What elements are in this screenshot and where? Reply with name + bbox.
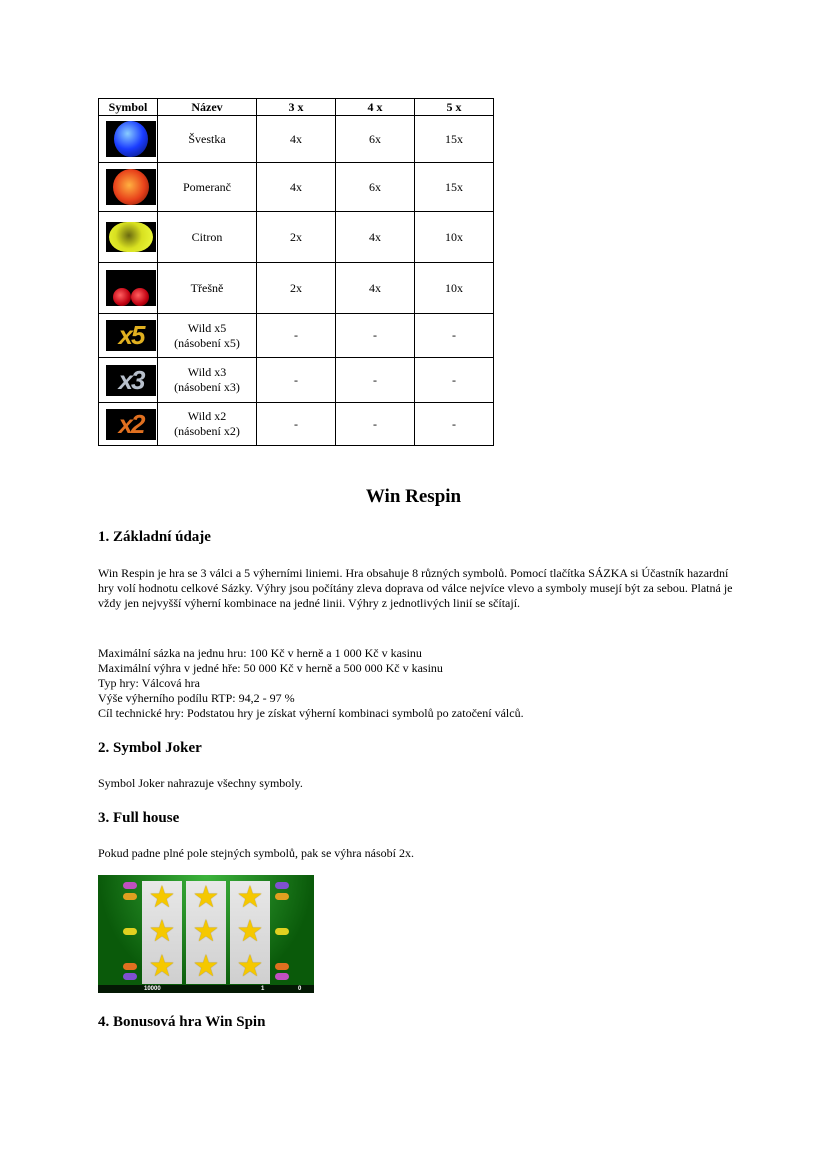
- game-facts: [98, 646, 733, 721]
- symbol-name: Pomeranč: [158, 163, 257, 212]
- symbol-cell: [99, 263, 158, 314]
- payout-4x: -: [336, 358, 415, 403]
- cherry-icon: [106, 270, 156, 306]
- header-5x: 5 x: [415, 99, 494, 116]
- section-heading: 4. Bonusová hra Win Spin: [98, 1014, 266, 1030]
- wild-x3-icon: x3: [118, 364, 144, 395]
- paytable: [98, 98, 494, 446]
- reel: [142, 881, 182, 984]
- payout-5x: 10x: [415, 212, 494, 263]
- section-heading: 3. Full house: [98, 810, 180, 826]
- table-row: [99, 163, 494, 212]
- section-paragraph: Pokud padne plné pole stejných symbolů, pak se výhra násobí 2x.: [98, 846, 414, 860]
- orange-icon: [113, 169, 149, 205]
- name-line: Wild x2: [187, 409, 227, 423]
- symbol-name: [158, 403, 257, 446]
- payout-3x: 2x: [257, 263, 336, 314]
- payout-5x: -: [415, 358, 494, 403]
- payout-3x: -: [257, 403, 336, 446]
- section-heading: 2. Symbol Joker: [98, 740, 202, 756]
- game-status-bar: [98, 985, 314, 993]
- star-icon: ★: [236, 881, 264, 915]
- payout-5x: 15x: [415, 163, 494, 212]
- bet-value: 1: [261, 986, 265, 992]
- symbol-cell: [99, 314, 158, 358]
- document-title: Win Respin: [365, 486, 462, 507]
- symbol-cell: [99, 212, 158, 263]
- payout-4x: 6x: [336, 116, 415, 163]
- symbol-cell: [99, 163, 158, 212]
- symbol-name: [158, 314, 257, 358]
- star-icon: ★: [148, 949, 176, 983]
- wild-x5-icon: x5: [118, 320, 144, 350]
- symbol-name: Švestka: [158, 116, 257, 163]
- table-row: [99, 212, 494, 263]
- payout-3x: -: [257, 314, 336, 358]
- symbol-name: Citron: [158, 212, 257, 263]
- reel: [186, 881, 226, 984]
- star-icon: ★: [148, 881, 176, 915]
- paytable-header: [99, 99, 494, 116]
- symbol-name: Třešně: [158, 263, 257, 314]
- star-icon: ★: [148, 915, 176, 949]
- name-line: Wild x3: [187, 365, 227, 379]
- section-paragraph: Symbol Joker nahrazuje všechny symboly.: [98, 776, 303, 790]
- fact-line: Výše výherního podílu RTP: 94,2 - 97 %: [98, 691, 295, 705]
- payout-5x: 15x: [415, 116, 494, 163]
- star-icon: ★: [192, 915, 220, 949]
- payout-4x: -: [336, 403, 415, 446]
- table-row: [99, 358, 494, 403]
- table-row: [99, 314, 494, 358]
- table-row: [99, 403, 494, 446]
- header-name: Název: [158, 99, 257, 116]
- section-paragraph: Win Respin je hra se 3 válci a 5 výherními liniemi. Hra obsahuje 8 různých symbolů. Pomocí tlačítka SÁZKA si Účastník hazardní hry volí hodnotu celkové Sázky. Výhry jsou počítány zleva doprava od válce nejvíce vlevo a symboly musejí být za sebou. Platná je vždy jen nejvyšší výherní kombinace na jedné linii. Výhry z jednotlivých linií se sčítají.: [98, 566, 733, 610]
- win-value: 0: [298, 986, 302, 992]
- credit-value: 10000: [144, 986, 161, 992]
- payout-5x: -: [415, 403, 494, 446]
- section-heading: 1. Základní údaje: [98, 529, 211, 545]
- name-sub: (násobení x2): [174, 424, 240, 438]
- payout-3x: -: [257, 358, 336, 403]
- symbol-name: [158, 358, 257, 403]
- wild-x2-icon: x2: [118, 408, 144, 439]
- fact-line: Maximální výhra v jedné hře: 50 000 Kč v herně a 500 000 Kč v kasinu: [98, 661, 443, 675]
- table-row: [99, 116, 494, 163]
- symbol-cell: [99, 116, 158, 163]
- name-sub: (násobení x5): [174, 335, 240, 350]
- payout-3x: 4x: [257, 116, 336, 163]
- lemon-icon: [109, 222, 153, 252]
- payout-3x: 2x: [257, 212, 336, 263]
- fact-line: Cíl technické hry: Podstatou hry je získat výherní kombinaci symbolů po zatočení válců.: [98, 706, 524, 720]
- payout-4x: 4x: [336, 263, 415, 314]
- payout-4x: 6x: [336, 163, 415, 212]
- payout-3x: 4x: [257, 163, 336, 212]
- header-symbol: Symbol: [99, 99, 158, 116]
- name-sub: (násobení x3): [174, 380, 240, 394]
- star-icon: ★: [236, 949, 264, 983]
- game-screenshot: [98, 875, 314, 993]
- fact-line: Typ hry: Válcová hra: [98, 676, 200, 690]
- header-4x: 4 x: [336, 99, 415, 116]
- fact-line: Maximální sázka na jednu hru: 100 Kč v herně a 1 000 Kč v kasinu: [98, 646, 422, 660]
- payout-5x: -: [415, 314, 494, 358]
- plum-icon: [114, 121, 148, 157]
- symbol-cell: [99, 403, 158, 446]
- star-icon: ★: [192, 881, 220, 915]
- table-row: [99, 263, 494, 314]
- payout-4x: -: [336, 314, 415, 358]
- name-line: Wild x5: [187, 320, 227, 335]
- payout-5x: 10x: [415, 263, 494, 314]
- star-icon: ★: [192, 949, 220, 983]
- header-3x: 3 x: [257, 99, 336, 116]
- payout-4x: 4x: [336, 212, 415, 263]
- reel: [230, 881, 270, 984]
- star-icon: ★: [236, 915, 264, 949]
- symbol-cell: [99, 358, 158, 403]
